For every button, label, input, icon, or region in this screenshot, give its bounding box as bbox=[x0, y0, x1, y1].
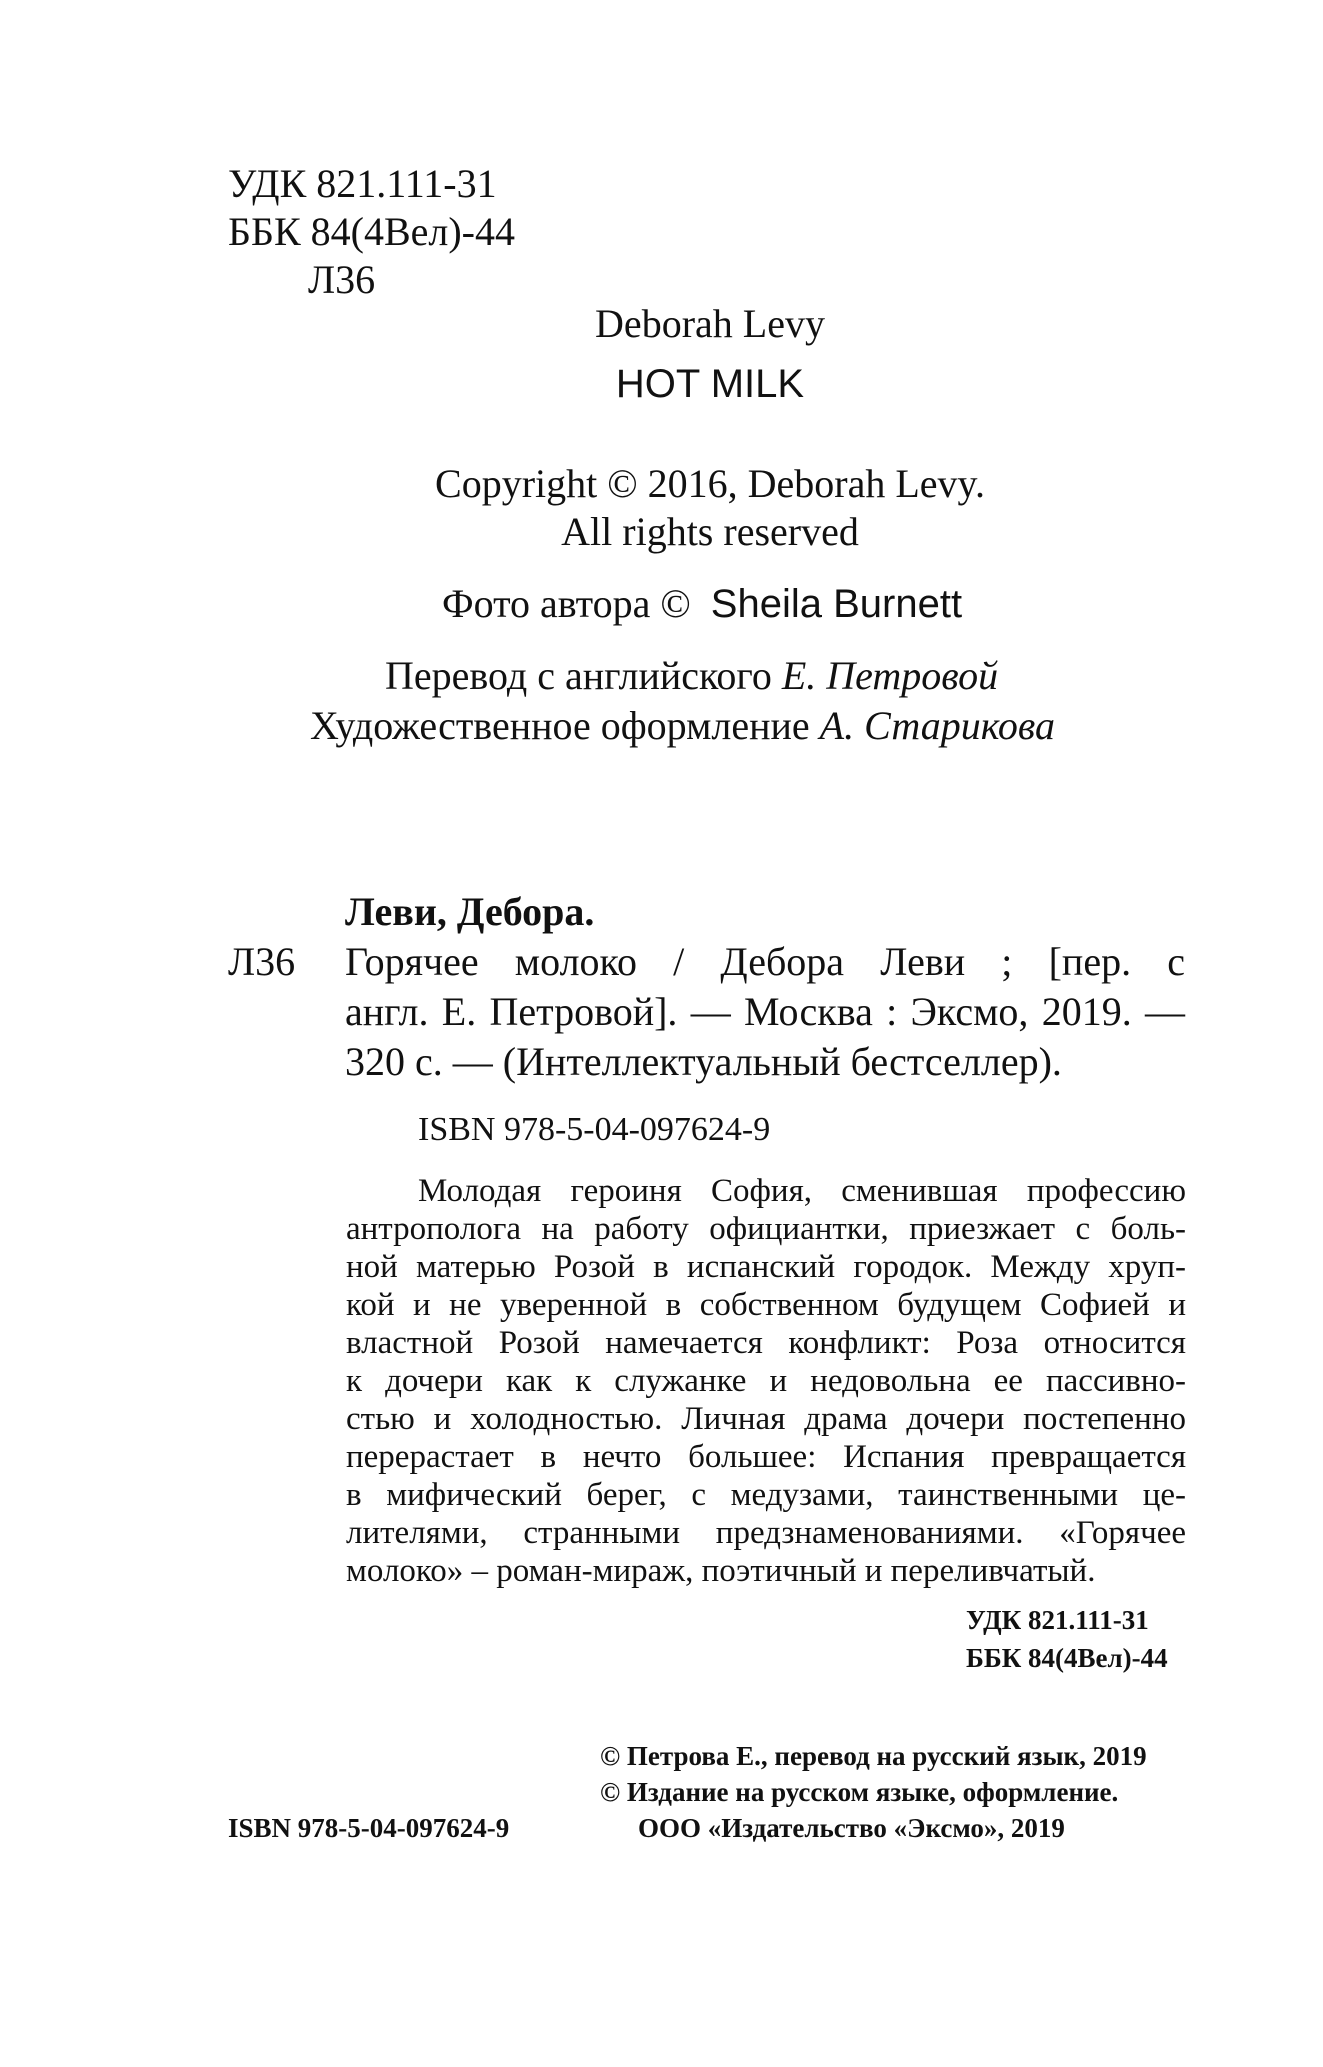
author-mark: Л36 bbox=[308, 257, 376, 302]
designer-name: А. Старикова bbox=[819, 703, 1056, 748]
catalog-line: англ. Е. Петровой]. — Москва : Эксмо, 2019. — bbox=[345, 989, 1185, 1034]
translation-prefix: Перевод с английского bbox=[385, 653, 772, 698]
description-line: ной матерью Розой в испанский городок. Между хруп- bbox=[346, 1249, 1186, 1285]
catalog-line: Горячее молоко / Дебора Леви ; [пер. с bbox=[345, 939, 1185, 984]
original-author: Deborah Levy bbox=[595, 301, 825, 346]
design-prefix: Художественное оформление bbox=[310, 703, 810, 748]
udk-code: УДК 821.111-31 bbox=[228, 161, 497, 206]
description-line: властной Розой намечается конфликт: Роза относится bbox=[346, 1325, 1186, 1361]
design-credit bbox=[310, 704, 1055, 748]
catalog-line: 320 с. — (Интеллектуальный бестселлер). bbox=[345, 1039, 1062, 1084]
copyright-line: Copyright © 2016, Deborah Levy. bbox=[435, 461, 985, 506]
translation-credit bbox=[385, 654, 998, 698]
translator-name: Е. Петровой bbox=[781, 653, 999, 698]
original-title: HOT MILK bbox=[615, 362, 805, 406]
index-udk: УДК 821.111-31 bbox=[966, 1605, 1149, 1635]
photo-credit bbox=[442, 582, 962, 626]
description-line: кой и не уверенной в собственном будущем Софией и bbox=[346, 1287, 1186, 1323]
photo-credit-name: Sheila Burnett bbox=[710, 582, 963, 626]
description-line: антрополога на работу официантки, приезжает с боль- bbox=[346, 1211, 1186, 1247]
publisher-copyright: ООО «Издательство «Эксмо», 2019 bbox=[638, 1813, 1065, 1843]
catalog-isbn: ISBN 978-5-04-097624-9 bbox=[418, 1111, 771, 1148]
photo-credit-prefix: Фото автора © bbox=[442, 581, 691, 626]
description-line: перерастает в нечто большее: Испания превращается bbox=[346, 1439, 1186, 1475]
description-line: стью и холодностью. Личная драма дочери постепенно bbox=[346, 1401, 1186, 1437]
footer-isbn: ISBN 978-5-04-097624-9 bbox=[228, 1813, 510, 1843]
description-line: в мифический берег, с медузами, таинственными це- bbox=[346, 1477, 1186, 1513]
description-last-line: молоко» – роман-мираж, поэтичный и переливчатый. bbox=[346, 1553, 1096, 1589]
rights-line: All rights reserved bbox=[561, 509, 859, 554]
description-line: лителями, странными предзнаменованиями. «Горячее bbox=[346, 1515, 1186, 1551]
catalog-heading: Леви, Дебора. bbox=[345, 889, 595, 934]
description-line: к дочери как к служанке и недовольна ее пассивно- bbox=[346, 1363, 1186, 1399]
bbk-code: ББК 84(4Вел)-44 bbox=[228, 209, 515, 254]
description-line: Молодая героиня София, сменившая профессию bbox=[418, 1173, 1186, 1209]
index-bbk: ББК 84(4Вел)-44 bbox=[966, 1643, 1168, 1673]
edition-copyright: © Издание на русском языке, оформление. bbox=[600, 1777, 1119, 1807]
catalog-mark: Л36 bbox=[228, 939, 296, 984]
translation-copyright: © Петрова Е., перевод на русский язык, 2019 bbox=[600, 1741, 1147, 1771]
